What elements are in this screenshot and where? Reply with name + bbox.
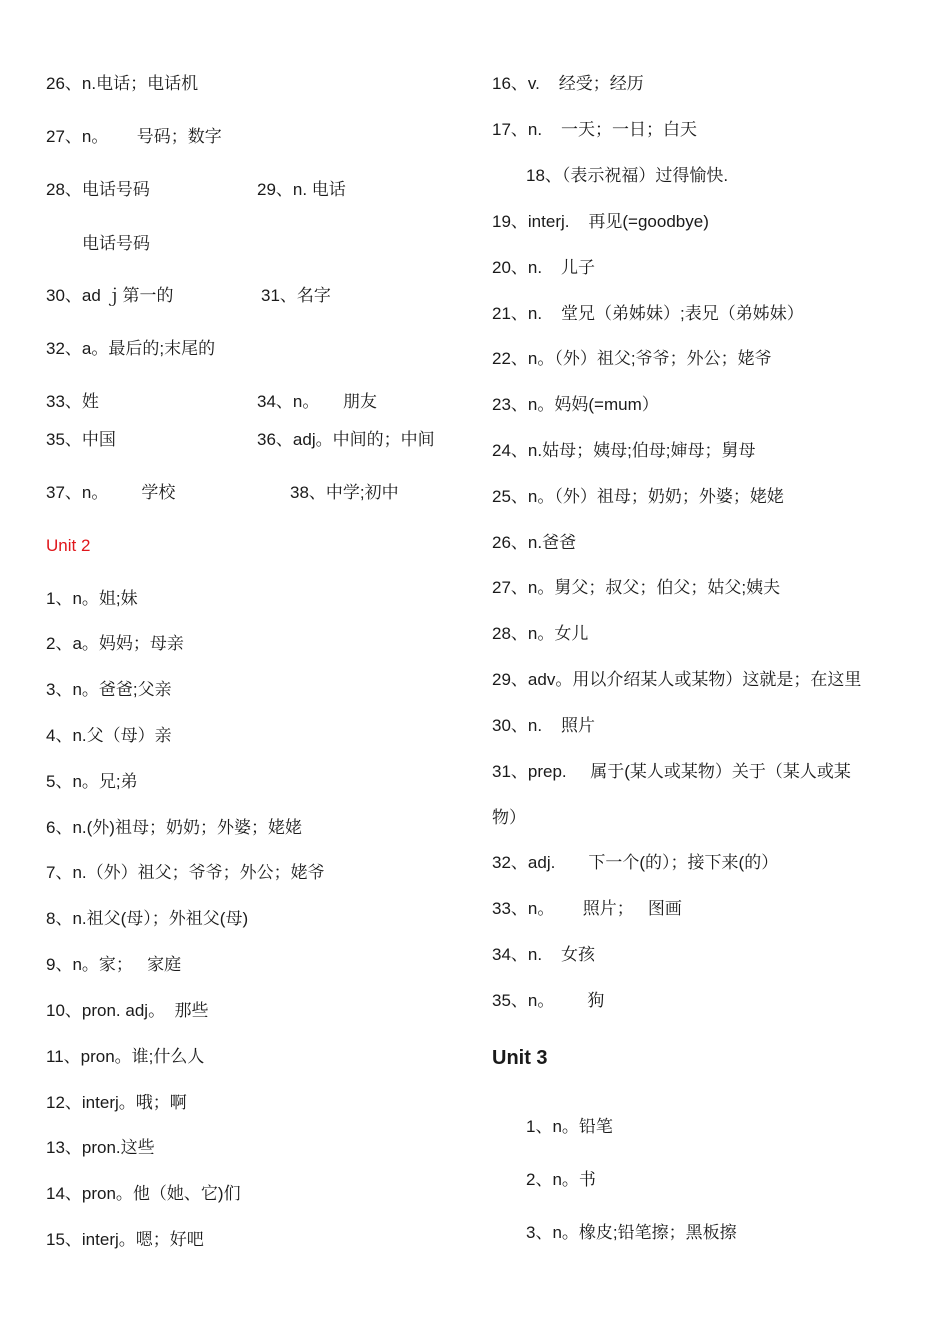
vocab-entry: 36、adj。中间的；中间 (257, 430, 435, 449)
vocab-entry: 26、n.电话；电话机 (46, 74, 199, 93)
vocab-entry: 15、interj。嗯；好吧 (46, 1230, 204, 1249)
vocab-entry: 17、n. 一天；一日；白天 (492, 120, 697, 139)
vocab-entry: 3、n。爸爸;父亲 (46, 680, 172, 699)
vocab-entry: 16、v. 经受；经历 (492, 74, 644, 93)
vocab-entry: 20、n. 儿子 (492, 258, 595, 277)
vocab-entry: 28、n。女儿 (492, 624, 589, 643)
vocab-entry: 35、n。 狗 (492, 991, 605, 1010)
vocab-entry: 38、中学;初中 (290, 483, 399, 502)
vocab-entry: 27、n。 号码；数字 (46, 127, 222, 146)
vocab-entry: 35、中国 (46, 430, 116, 449)
vocab-entry: 2、a。妈妈；母亲 (46, 634, 184, 653)
vocab-entry: 7、n.（外）祖父；爷爷；外公；姥爷 (46, 863, 325, 882)
vocab-entry: 2、n。书 (526, 1170, 596, 1189)
vocab-entry: 9、n。家； 家庭 (46, 955, 182, 974)
vocab-entry: 8、n.祖父(母）；外祖父(母) (46, 909, 249, 928)
vocab-entry: 13、pron.这些 (46, 1138, 155, 1157)
vocab-entry: 29、n. 电话 (257, 180, 346, 199)
vocab-entry: 1、n。铅笔 (526, 1117, 613, 1136)
vocab-entry: 34、n。 朋友 (257, 392, 377, 411)
vocab-entry: 31、prep. 属于(某人或某物）关于（某人或某 (492, 762, 851, 781)
vocab-entry: 28、电话号码 (46, 180, 150, 199)
vocab-entry: 12、interj。哦；啊 (46, 1093, 187, 1112)
vocab-entry: 31、名字 (261, 286, 331, 305)
vocab-entry: 32、adj. 下一个(的）；接下来(的） (492, 853, 779, 872)
vocab-entry: 23、n。妈妈(=mum） (492, 395, 659, 414)
vocab-entry: 37、n。 学校 (46, 483, 176, 502)
vocab-entry: 10、pron. adj。 那些 (46, 1001, 209, 1020)
vocab-entry-continuation: 物） (492, 808, 526, 827)
vocab-entry: 19、interj. 再见(=goodbye) (492, 212, 709, 231)
vocab-entry: 21、n. 堂兄（弟姊妹）;表兄（弟姊妹） (492, 304, 804, 323)
vocab-entry: 30、n. 照片 (492, 716, 595, 735)
vocab-entry: 6、n.(外)祖母；奶奶；外婆；姥姥 (46, 818, 302, 837)
vocab-entry: 3、n。橡皮;铅笔擦；黑板擦 (526, 1223, 737, 1242)
vocab-entry: 33、姓 (46, 392, 99, 411)
vocab-entry: 27、n。舅父；叔父；伯父；姑父;姨夫 (492, 578, 781, 597)
vocab-entry: 26、n.爸爸 (492, 533, 577, 552)
vocab-entry: 14、pron。他（她、它)们 (46, 1184, 241, 1203)
vocab-entry: 33、n。 照片； 图画 (492, 899, 682, 918)
vocab-entry: 11、pron。谁;什么人 (46, 1047, 205, 1066)
vocab-entry: 22、n。（外）祖父;爷爷；外公；姥爷 (492, 349, 772, 368)
vocab-entry: 30、ad ｊ第一的 (46, 286, 174, 305)
vocab-entry: 1、n。姐;妹 (46, 589, 138, 608)
vocab-entry: 34、n. 女孩 (492, 945, 595, 964)
vocab-entry: 18、（表示祝福）过得愉快. (526, 166, 729, 185)
vocab-entry: 29、adv。用以介绍某人或某物）这就是；在这里 (492, 670, 862, 689)
vocab-entry: 4、n.父（母）亲 (46, 726, 172, 745)
unit-heading: Unit 3 (492, 1047, 548, 1069)
vocab-entry: 25、n。（外）祖母；奶奶；外婆；姥姥 (492, 487, 784, 506)
vocab-entry: 电话号码 (82, 234, 150, 253)
unit-heading: Unit 2 (46, 536, 91, 555)
vocab-entry: 5、n。兄;弟 (46, 772, 138, 791)
vocab-entry: 32、a。最后的;末尾的 (46, 339, 216, 358)
vocab-entry: 24、n.姑母；姨母;伯母;婶母；舅母 (492, 441, 756, 460)
